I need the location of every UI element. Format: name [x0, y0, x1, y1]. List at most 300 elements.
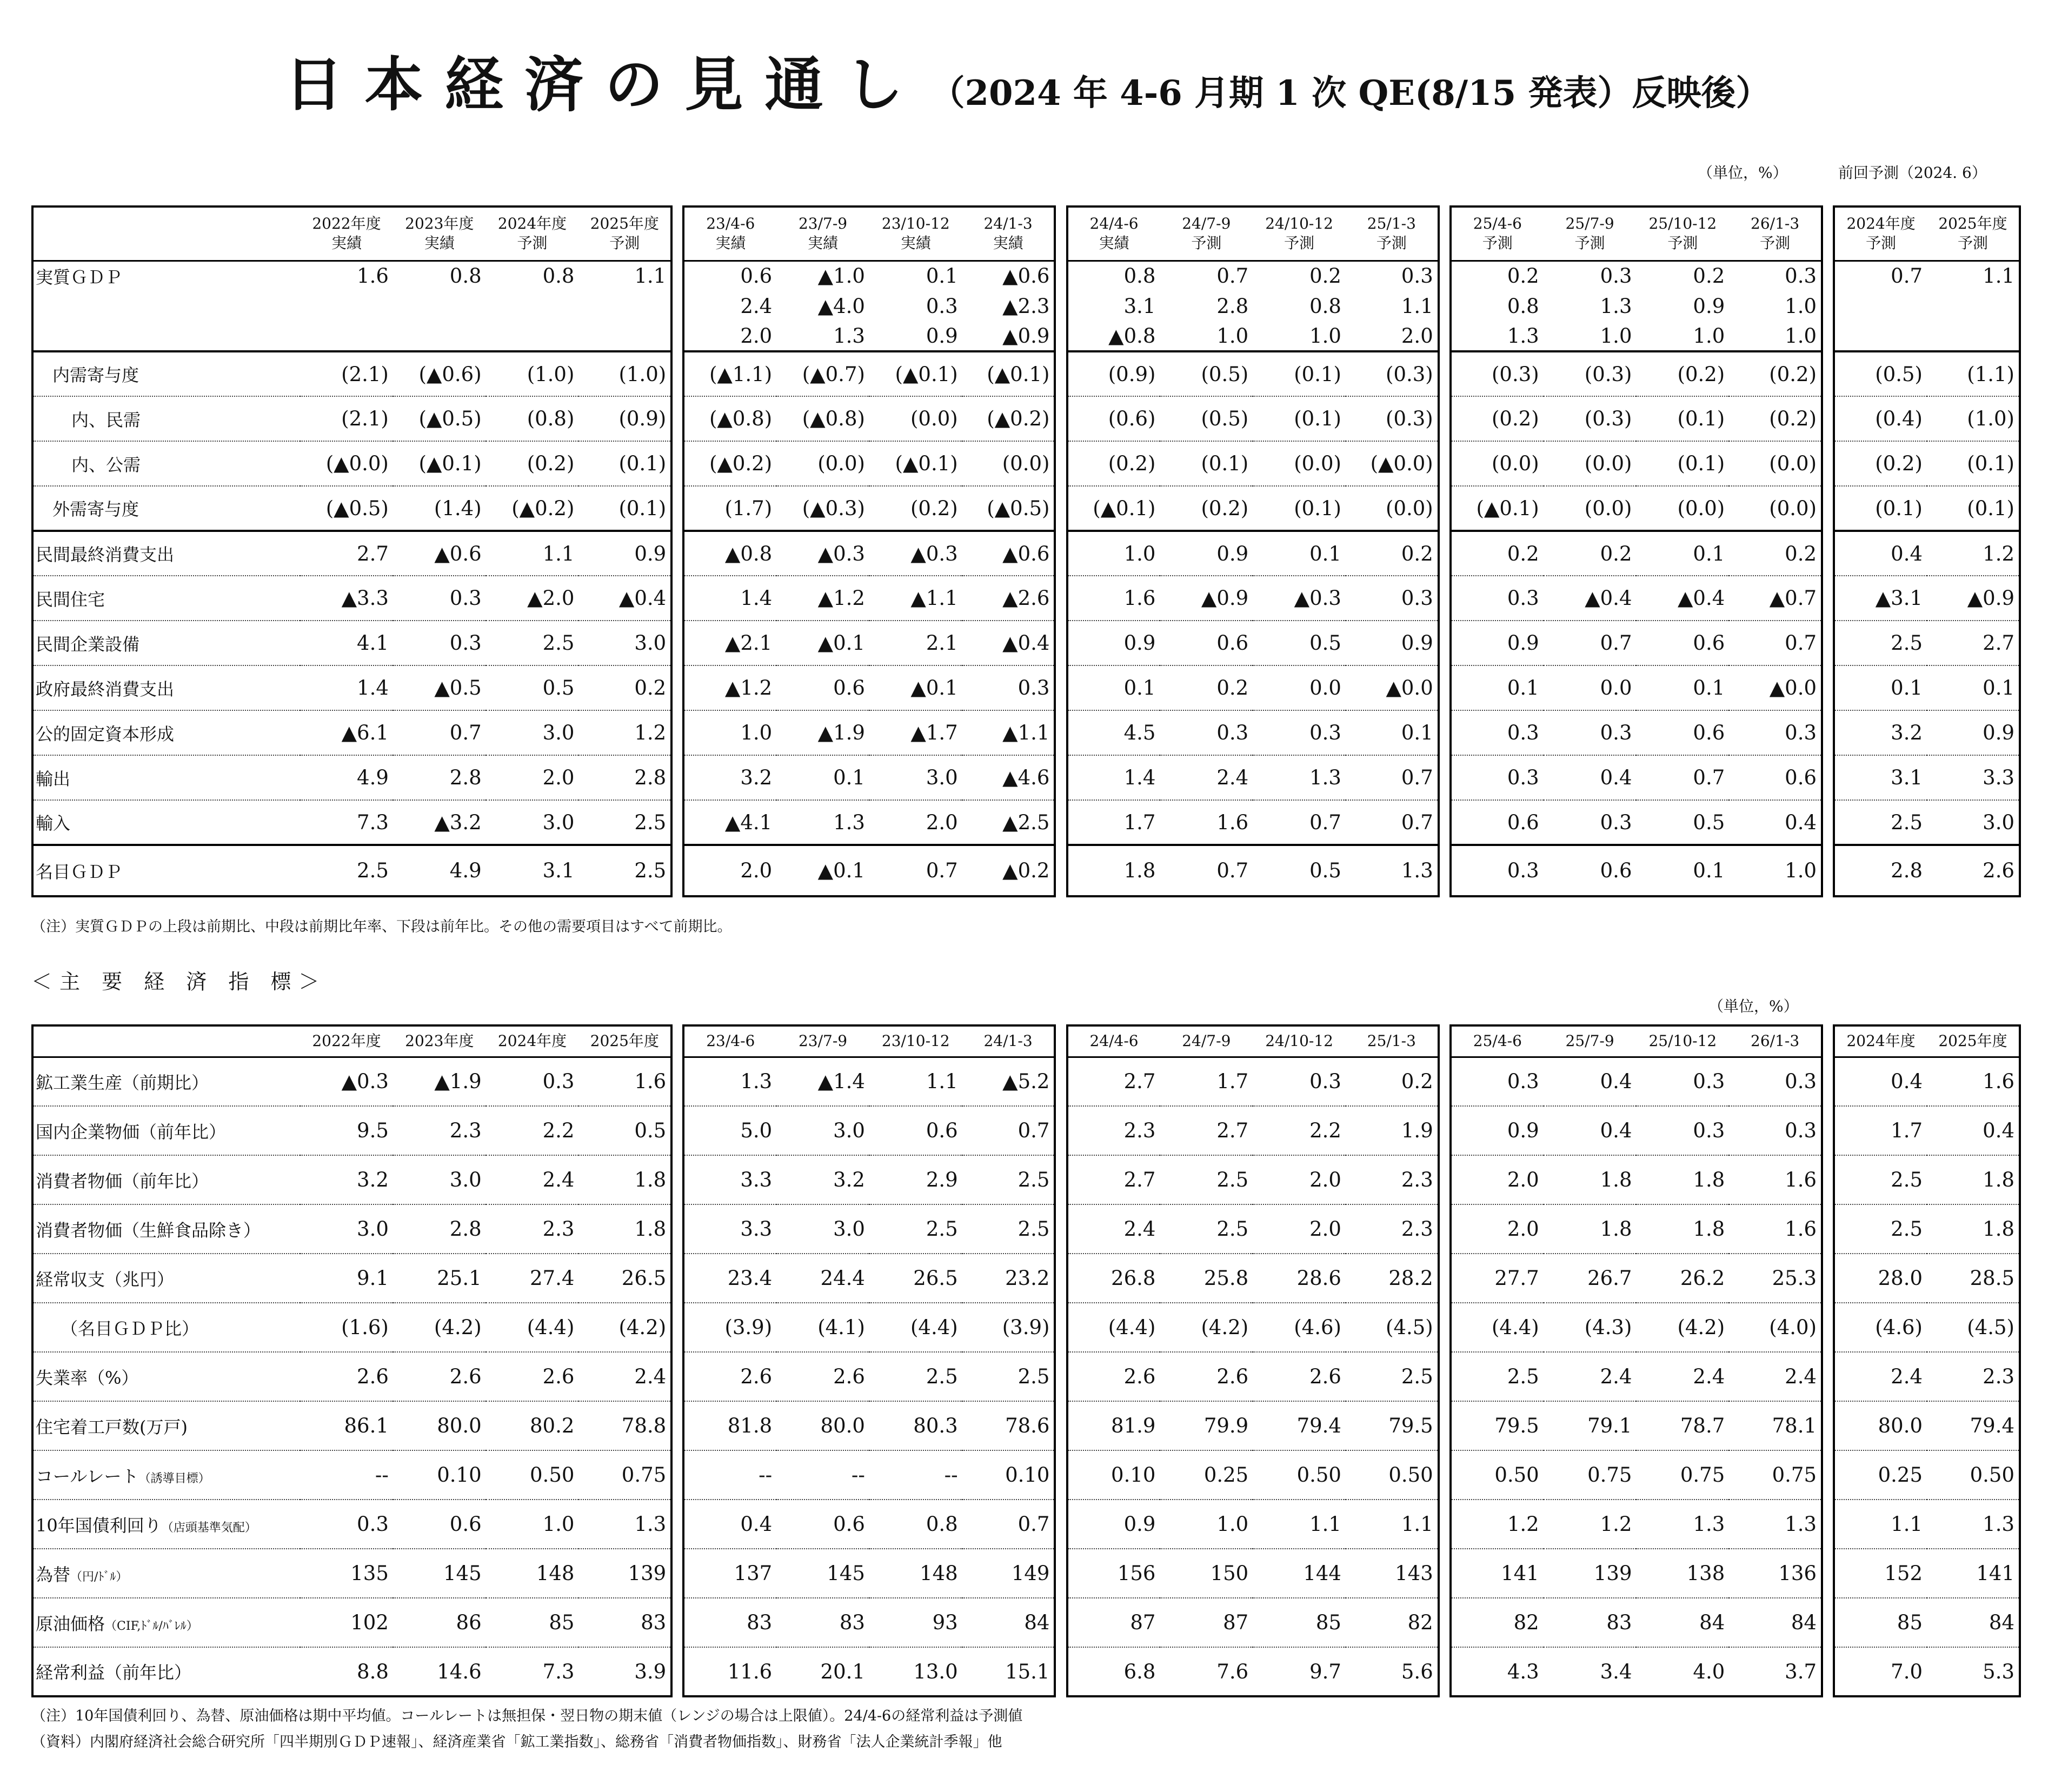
value-cell: 1.0	[1160, 1500, 1253, 1549]
value-cell: (▲1.1)	[683, 351, 776, 396]
value-cell: 2.0	[1451, 1204, 1544, 1254]
value-cell: ▲4.6	[962, 755, 1055, 800]
value-cell: (0.0)	[776, 441, 869, 486]
group-gap	[1439, 1401, 1451, 1450]
value-cell: 0.5	[486, 665, 579, 710]
row-label	[32, 486, 300, 531]
unit-label-2: （単位，%）	[1708, 997, 1799, 1015]
value-cell: 3.0	[300, 1204, 393, 1254]
column-period: 2024年度	[1846, 1032, 1916, 1050]
column-period: 24/10-12	[1265, 1032, 1333, 1050]
group-gap	[671, 396, 683, 441]
value-cell: 137	[683, 1549, 776, 1598]
value-cell	[1927, 291, 2020, 321]
group-gap	[1439, 486, 1451, 531]
row-label	[32, 665, 300, 710]
value-cell: 1.3	[1346, 845, 1439, 896]
value-cell: (▲0.1)	[1067, 486, 1160, 531]
group-gap	[1055, 261, 1067, 291]
value-cell: ▲2.3	[962, 291, 1055, 321]
value-cell: 8.8	[300, 1647, 393, 1696]
value-cell: (0.3)	[1544, 351, 1637, 396]
value-cell: (4.6)	[1253, 1303, 1346, 1352]
value-cell: (0.0)	[1729, 486, 1822, 531]
value-cell: 84	[962, 1598, 1055, 1647]
value-cell: 0.5	[1253, 621, 1346, 665]
value-cell: ▲2.1	[683, 621, 776, 665]
column-header	[1160, 206, 1253, 261]
row-label	[32, 261, 300, 291]
value-cell: (0.1)	[578, 486, 671, 531]
group-gap	[671, 665, 683, 710]
group-gap	[1822, 1204, 1834, 1254]
value-cell: 79.5	[1346, 1401, 1439, 1450]
group-gap	[1439, 441, 1451, 486]
group-gap	[1822, 1025, 1834, 1057]
value-cell: (0.9)	[578, 396, 671, 441]
column-period: 2024年度	[497, 1032, 567, 1050]
value-cell: ▲0.9	[1927, 576, 2020, 621]
value-cell: 141	[1927, 1549, 2020, 1598]
value-cell: 148	[486, 1549, 579, 1598]
value-cell: (0.0)	[1346, 486, 1439, 531]
value-cell	[1834, 321, 1927, 351]
value-cell: (▲0.5)	[962, 486, 1055, 531]
value-cell: 1.7	[1160, 1057, 1253, 1106]
contribution-row	[32, 486, 2020, 531]
page-title	[0, 38, 2055, 122]
value-cell: 0.2	[1160, 665, 1253, 710]
value-cell: ▲0.4	[1544, 576, 1637, 621]
group-gap	[671, 1106, 683, 1155]
value-cell: ▲3.2	[393, 800, 486, 845]
group-gap	[1055, 1025, 1067, 1057]
value-cell: 0.1	[1927, 665, 2020, 710]
value-cell: ▲5.2	[962, 1057, 1055, 1106]
value-cell: 0.7	[1253, 800, 1346, 845]
group-gap	[1055, 396, 1067, 441]
group-gap	[1439, 396, 1451, 441]
value-cell: (3.9)	[683, 1303, 776, 1352]
group-gap	[1439, 1549, 1451, 1598]
value-cell: 2.6	[1160, 1352, 1253, 1401]
value-cell: 0.4	[683, 1500, 776, 1549]
group-gap	[1822, 1500, 1834, 1549]
indicator-row	[32, 1549, 2020, 1598]
value-cell: 2.5	[962, 1204, 1055, 1254]
value-cell: ▲0.0	[1729, 665, 1822, 710]
value-cell	[393, 321, 486, 351]
row-label-text: 民間企業設備	[36, 634, 140, 655]
value-cell: ▲0.3	[1253, 576, 1346, 621]
value-cell: 2.5	[1451, 1352, 1544, 1401]
value-cell: 3.1	[486, 845, 579, 896]
value-cell: 3.4	[1544, 1647, 1637, 1696]
value-cell: 2.6	[776, 1352, 869, 1401]
value-cell: 81.8	[683, 1401, 776, 1450]
group-gap	[671, 621, 683, 665]
group-gap	[1055, 321, 1067, 351]
nominal-gdp-row	[32, 845, 2020, 896]
value-cell: 2.0	[1451, 1155, 1544, 1204]
value-cell: ▲0.6	[393, 531, 486, 576]
value-cell: 0.6	[683, 261, 776, 291]
value-cell: 1.6	[578, 1057, 671, 1106]
value-cell: 0.2	[1346, 1057, 1439, 1106]
value-cell: 2.4	[683, 291, 776, 321]
column-status: 予測	[1376, 234, 1407, 252]
group-gap	[671, 1303, 683, 1352]
group-gap	[671, 441, 683, 486]
value-cell: 81.9	[1067, 1401, 1160, 1450]
value-cell: (4.1)	[776, 1303, 869, 1352]
value-cell: (2.1)	[300, 351, 393, 396]
value-cell: 2.4	[1729, 1352, 1822, 1401]
column-header	[1451, 1025, 1544, 1057]
column-header	[1927, 206, 2020, 261]
value-cell: 79.5	[1451, 1401, 1544, 1450]
value-cell: 0.1	[1834, 665, 1927, 710]
row-label	[32, 1204, 300, 1254]
value-cell: 0.3	[1729, 1106, 1822, 1155]
value-cell: ▲0.8	[1067, 321, 1160, 351]
value-cell: 2.8	[393, 755, 486, 800]
value-cell: 3.3	[683, 1204, 776, 1254]
group-gap	[1439, 1598, 1451, 1647]
value-cell: (4.4)	[869, 1303, 962, 1352]
value-cell: 0.1	[1451, 665, 1544, 710]
column-status: 実績	[424, 234, 455, 252]
contribution-row	[32, 396, 2020, 441]
value-cell: ▲1.9	[776, 710, 869, 755]
column-period: 2023年度	[405, 1032, 474, 1050]
value-cell: 0.9	[1346, 621, 1439, 665]
value-cell: 1.6	[1729, 1155, 1822, 1204]
row-label	[32, 576, 300, 621]
value-cell: 1.8	[1544, 1204, 1637, 1254]
column-period: 23/7-9	[798, 215, 848, 233]
value-cell: 148	[869, 1549, 962, 1598]
value-cell: (▲0.0)	[1346, 441, 1439, 486]
value-cell: (1.0)	[1927, 396, 2020, 441]
group-gap	[1439, 1450, 1451, 1500]
value-cell: 0.3	[962, 665, 1055, 710]
row-label	[32, 351, 300, 396]
group-gap	[1439, 800, 1451, 845]
group-gap	[1439, 531, 1451, 576]
row-label	[32, 1254, 300, 1303]
column-header	[300, 1025, 393, 1057]
value-cell: 1.7	[1834, 1106, 1927, 1155]
group-gap	[671, 1254, 683, 1303]
value-cell: 0.2	[1309, 264, 1341, 288]
value-cell: 1.8	[1927, 1204, 2020, 1254]
value-cell: (0.3)	[1544, 396, 1637, 441]
contribution-row	[32, 351, 2020, 396]
group-gap	[1822, 396, 1834, 441]
value-cell: (▲0.1)	[869, 351, 962, 396]
column-header	[300, 206, 393, 261]
value-cell: 79.4	[1253, 1401, 1346, 1450]
group-gap	[1055, 486, 1067, 531]
column-period: 24/7-9	[1182, 1032, 1231, 1050]
indicator-row	[32, 1401, 2020, 1450]
row-label-note: （円/ﾄﾞﾙ）	[70, 1570, 128, 1584]
value-cell: 2.5	[300, 845, 393, 896]
group-gap	[671, 800, 683, 845]
value-cell: 0.3	[300, 1500, 393, 1549]
value-cell: 2.5	[1834, 621, 1927, 665]
group-gap	[1055, 621, 1067, 665]
demand-row	[32, 621, 2020, 665]
value-cell: ▲1.1	[869, 576, 962, 621]
value-cell: --	[683, 1450, 776, 1500]
value-cell: 1.1	[1927, 261, 2020, 291]
value-cell: 0.3	[1636, 1057, 1729, 1106]
indicator-row	[32, 1647, 2020, 1696]
value-cell: 9.5	[300, 1106, 393, 1155]
value-cell	[300, 321, 393, 351]
column-header	[578, 206, 671, 261]
group-gap	[1822, 351, 1834, 396]
value-cell: 138	[1636, 1549, 1729, 1598]
value-cell: 4.9	[393, 845, 486, 896]
value-cell: 78.1	[1729, 1401, 1822, 1450]
demand-row	[32, 755, 2020, 800]
value-cell: 1.4	[1067, 755, 1160, 800]
row-label-text: 経常利益（前年比）	[36, 1662, 192, 1683]
group-gap	[1822, 710, 1834, 755]
value-cell: 0.4	[1834, 531, 1927, 576]
value-cell: 145	[393, 1549, 486, 1598]
indicator-row	[32, 1303, 2020, 1352]
value-cell	[486, 291, 579, 321]
value-cell	[300, 291, 393, 321]
value-cell: 0.6	[776, 1500, 869, 1549]
group-gap	[671, 1549, 683, 1598]
column-period: 23/10-12	[881, 1032, 950, 1050]
value-cell: 1.0	[1729, 291, 1822, 321]
value-cell: 0.0	[1253, 665, 1346, 710]
row-label-text: （名目ＧＤＰ比）	[61, 1318, 199, 1339]
indicators-table	[31, 1024, 2021, 1697]
value-cell: 0.7	[1729, 621, 1822, 665]
demand-row	[32, 710, 2020, 755]
value-cell: 2.8	[1216, 294, 1249, 318]
value-cell: 3.2	[300, 1155, 393, 1204]
value-cell: 0.3	[1729, 710, 1822, 755]
value-cell: 0.2	[1451, 261, 1544, 291]
column-header	[578, 1025, 671, 1057]
value-cell: 2.0	[1253, 1204, 1346, 1254]
group-gap	[671, 1401, 683, 1450]
value-cell: 78.7	[1636, 1401, 1729, 1450]
value-cell: ▲0.5	[393, 665, 486, 710]
value-cell: 0.1	[926, 264, 958, 288]
value-cell: 2.6	[300, 1352, 393, 1401]
group-gap	[1055, 1057, 1067, 1106]
value-cell: 2.8	[1834, 845, 1927, 896]
value-cell: 2.4	[1544, 1352, 1637, 1401]
value-cell: 9.7	[1253, 1647, 1346, 1696]
value-cell: 15.1	[962, 1647, 1055, 1696]
value-cell: 2.8	[578, 755, 671, 800]
value-cell: 85	[486, 1598, 579, 1647]
value-cell: 0.4	[1729, 800, 1822, 845]
value-cell: (▲0.8)	[683, 396, 776, 441]
column-header	[962, 1025, 1055, 1057]
group-gap	[1822, 1155, 1834, 1204]
value-cell: 3.0	[393, 1155, 486, 1204]
value-cell: 0.3	[1729, 261, 1822, 291]
value-cell: 0.9	[1451, 1106, 1544, 1155]
value-cell: 0.3	[1253, 1057, 1346, 1106]
value-cell: ▲0.9	[962, 321, 1055, 351]
value-cell: 2.6	[683, 1352, 776, 1401]
value-cell: 0.7	[1544, 621, 1637, 665]
row-label	[32, 1450, 300, 1500]
value-cell: 1.1	[869, 1057, 962, 1106]
value-cell: 78.6	[962, 1401, 1055, 1450]
value-cell: 0.3	[1451, 755, 1544, 800]
value-cell: 7.3	[300, 800, 393, 845]
group-gap	[671, 1057, 683, 1106]
value-cell: (1.6)	[300, 1303, 393, 1352]
value-cell: 1.8	[1544, 1155, 1637, 1204]
group-gap	[1822, 1057, 1834, 1106]
value-cell: (0.3)	[1346, 396, 1439, 441]
value-cell: 1.0	[1693, 324, 1725, 348]
group-gap	[671, 1647, 683, 1696]
value-cell: 0.3	[1544, 800, 1637, 845]
value-cell: 150	[1160, 1549, 1253, 1598]
value-cell: (0.5)	[1160, 396, 1253, 441]
value-cell: 1.6	[1927, 1057, 2020, 1106]
value-cell: 82	[1346, 1598, 1439, 1647]
value-cell: 0.8	[1309, 294, 1341, 318]
gdp-forecast-table	[31, 205, 2021, 897]
value-cell: (0.1)	[1636, 441, 1729, 486]
value-cell: 3.0	[578, 621, 671, 665]
value-cell: 2.6	[1927, 845, 2020, 896]
value-cell: 0.3	[1636, 1106, 1729, 1155]
value-cell: --	[776, 1450, 869, 1500]
row-label	[32, 1647, 300, 1696]
value-cell: 0.9	[1451, 621, 1544, 665]
column-period: 2025年度	[1938, 215, 2007, 233]
column-header	[393, 206, 486, 261]
row-label-note: （店頭基準気配）	[161, 1521, 257, 1535]
value-cell: 4.0	[1636, 1647, 1729, 1696]
value-cell: 2.1	[869, 621, 962, 665]
value-cell: 3.3	[683, 1155, 776, 1204]
value-cell: ▲0.8	[683, 531, 776, 576]
column-status: 実績	[1099, 234, 1129, 252]
header-blank	[32, 206, 300, 261]
value-cell: 0.5	[578, 1106, 671, 1155]
value-cell: 136	[1729, 1549, 1822, 1598]
value-cell: 102	[300, 1598, 393, 1647]
value-cell: 0.9	[578, 531, 671, 576]
value-cell: 2.6	[393, 1352, 486, 1401]
column-period: 2025年度	[590, 1032, 659, 1050]
row-label-text: 内、民需	[71, 409, 141, 430]
column-header	[683, 206, 776, 261]
value-cell: ▲1.9	[393, 1057, 486, 1106]
value-cell: 0.1	[776, 755, 869, 800]
value-cell: 0.9	[1067, 1500, 1160, 1549]
column-period: 25/7-9	[1565, 1032, 1614, 1050]
value-cell: 0.2	[1693, 264, 1725, 288]
value-cell: 11.6	[683, 1647, 776, 1696]
value-cell: 7.3	[486, 1647, 579, 1696]
group-gap	[1822, 665, 1834, 710]
value-cell: (4.4)	[1451, 1303, 1544, 1352]
contribution-row	[32, 441, 2020, 486]
value-cell: 3.3	[1927, 755, 2020, 800]
value-cell: (4.6)	[1834, 1303, 1927, 1352]
value-cell: 1.2	[578, 710, 671, 755]
value-cell: 2.3	[393, 1106, 486, 1155]
value-cell: 1.3	[683, 1057, 776, 1106]
value-cell: 84	[1729, 1598, 1822, 1647]
value-cell: 149	[962, 1549, 1055, 1598]
value-cell: (4.4)	[1067, 1303, 1160, 1352]
value-cell: (4.2)	[1636, 1303, 1729, 1352]
group-gap	[1439, 710, 1451, 755]
value-cell: 1.0	[1309, 324, 1341, 348]
indicator-row	[32, 1500, 2020, 1549]
demand-row	[32, 576, 2020, 621]
value-cell: 84	[1927, 1598, 2020, 1647]
column-period: 24/10-12	[1265, 215, 1333, 233]
value-cell: 1.8	[1927, 1155, 2020, 1204]
value-cell: 0.7	[1346, 755, 1439, 800]
prev-forecast-label: 前回予測（2024. 6）	[1838, 164, 1987, 182]
column-period: 24/1-3	[983, 215, 1033, 233]
value-cell: (0.0)	[1544, 441, 1637, 486]
column-status: 予測	[1760, 234, 1791, 252]
value-cell: 0.3	[1451, 576, 1544, 621]
value-cell: 2.7	[1160, 1106, 1253, 1155]
note-indicators: （注）10年国債利回り、為替、原油価格は期中平均値。コールレートは無担保・翌日物の期末値（レンジの場合は上限値）。24/4-6の経常利益は予測値	[31, 1708, 1023, 1724]
column-period: 23/7-9	[798, 1032, 848, 1050]
value-cell: 2.6	[486, 1352, 579, 1401]
value-cell: (0.0)	[1729, 441, 1822, 486]
column-status: 予測	[1667, 234, 1698, 252]
column-header	[683, 1025, 776, 1057]
value-cell: 2.9	[869, 1155, 962, 1204]
value-cell: 2.4	[1636, 1352, 1729, 1401]
value-cell: 1.3	[1927, 1500, 2020, 1549]
value-cell: 79.1	[1544, 1401, 1637, 1450]
value-cell: 9.1	[300, 1254, 393, 1303]
value-cell: 87	[1067, 1598, 1160, 1647]
value-cell: 0.2	[578, 665, 671, 710]
value-cell: 79.4	[1927, 1401, 2020, 1450]
group-gap	[1822, 321, 1834, 351]
column-status: 実績	[900, 234, 931, 252]
value-cell: 0.6	[393, 1500, 486, 1549]
group-gap	[1439, 1204, 1451, 1254]
value-cell: 24.4	[776, 1254, 869, 1303]
value-cell: 1.3	[776, 800, 869, 845]
value-cell: (▲0.8)	[776, 396, 869, 441]
column-period: 26/1-3	[1751, 1032, 1800, 1050]
value-cell: 1.1	[578, 261, 671, 291]
value-cell: 0.1	[1067, 665, 1160, 710]
column-period: 2024年度	[497, 215, 567, 233]
